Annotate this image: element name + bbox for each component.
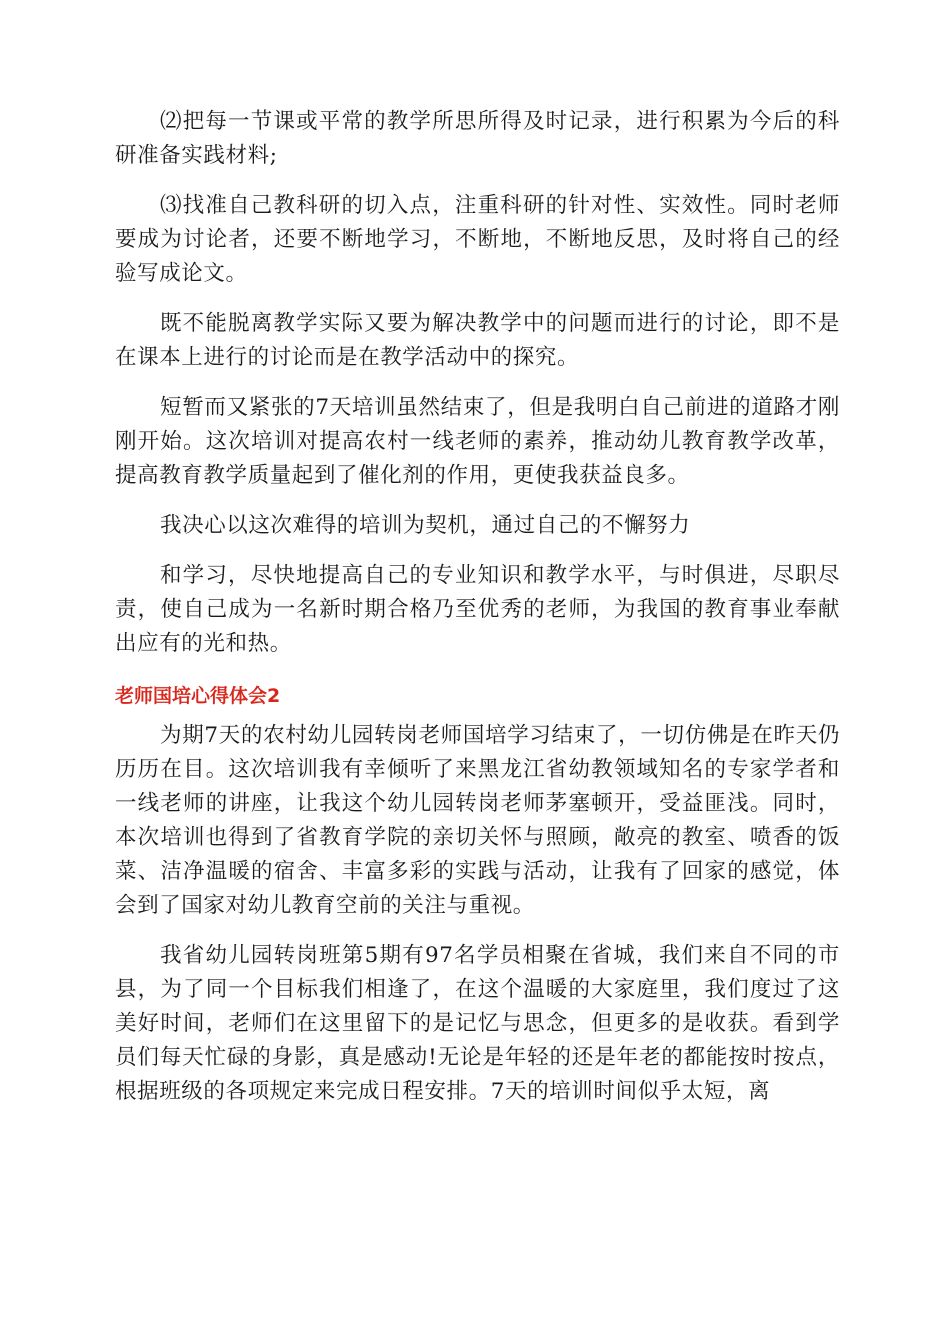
paragraph-3: 既不能脱离教学实际又要为解决教学中的问题而进行的讨论，即不是在课本上进行的讨论而是在教学活动中的探究。 (115, 311, 840, 370)
paragraph-1: ⑵把每一节课或平常的教学所思所得及时记录，进行积累为今后的科研准备实践材料; (115, 109, 840, 168)
paragraph-5: 我决心以这次难得的培训为契机，通过自己的不懈努力 (160, 513, 691, 538)
section-heading: 老师国培心得体会2 (115, 685, 281, 707)
paragraph-7: 为期7天的农村幼儿园转岗老师国培学习结束了，一切仿佛是在昨天仍历历在目。这次培训我有幸倾听了来黑龙江省幼教领域知名的专家学者和一线老师的讲座，让我这个幼儿园转岗老师茅塞顿开，受益匪浅。同时，本次培训也得到了省教育学院的亲切关怀与照顾，敞亮的教室、喷香的饭菜、洁净温暖的宿舍、丰富多彩的实践与活动，让我有了回家的感觉，体会到了国家对幼儿教育空前的关注与重视。 (115, 723, 840, 918)
paragraph-4: 短暂而又紧张的7天培训虽然结束了，但是我明白自己前进的道路才刚刚开始。这次培训对提高农村一线老师的素养，推动幼儿教育教学改革，提高教育教学质量起到了催化剂的作用，更使我获益良多。 (115, 395, 840, 488)
document-body (115, 105, 840, 1125)
paragraph-6: 和学习，尽快地提高自己的专业知识和教学水平，与时俱进，尽职尽责，使自己成为一名新时期合格乃至优秀的老师，为我国的教育事业奉献出应有的光和热。 (115, 563, 840, 656)
paragraph-2: ⑶找准自己教科研的切入点，注重科研的针对性、实效性。同时老师要成为讨论者，还要不断地学习，不断地，不断地反思，及时将自己的经验写成论文。 (115, 193, 840, 286)
paragraph-8: 我省幼儿园转岗班第5期有97名学员相聚在省城，我们来自不同的市县，为了同一个目标我们相逢了，在这个温暖的大家庭里，我们度过了这美好时间，老师们在这里留下的是记忆与思念，但更多的是收获。看到学员们每天忙碌的身影，真是感动!无论是年轻的还是年老的都能按时按点，根据班级的各项规定来完成日程安排。7天的培训时间似乎太短，离 (115, 943, 840, 1104)
